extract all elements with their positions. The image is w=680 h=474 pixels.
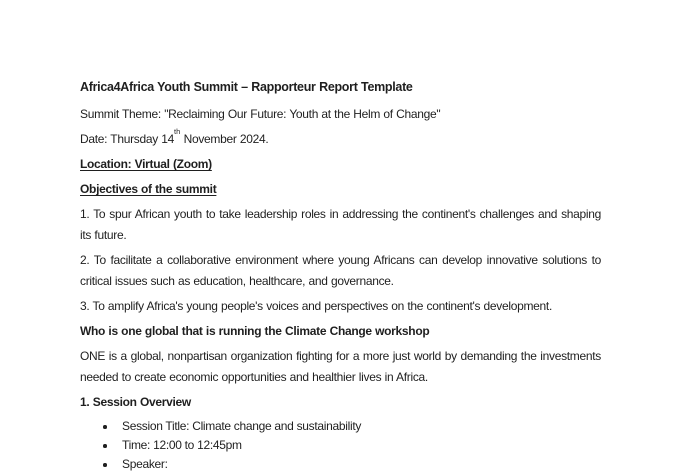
list-item-session-title	[80, 417, 601, 436]
objective-item-1: 1. To spur African youth to take leadership roles in addressing the continent's challenges and shaping its future.	[80, 207, 601, 242]
date-prefix: Date: Thursday 14	[80, 132, 175, 146]
list-item-time	[80, 436, 601, 455]
document-title: Africa4Africa Youth Summit – Rapporteur Report Template	[80, 80, 413, 94]
objectives-heading: Objectives of the summit	[80, 182, 217, 196]
bullet-icon	[103, 425, 107, 429]
date-superscript: th	[174, 127, 181, 136]
who-paragraph: ONE is a global, nonpartisan organization fighting for a more just world by demanding the investments needed to create economic opportunities and healthier lives in Africa.	[80, 349, 601, 384]
list-item-speaker	[80, 455, 601, 474]
date-suffix: November 2024.	[180, 132, 269, 146]
objective-item-3: 3. To amplify Africa's young people's voices and perspectives on the continent's development.	[80, 299, 552, 313]
bullet-icon	[103, 463, 107, 467]
bullet-text-speaker: Speaker:	[122, 457, 168, 471]
bullet-text-time: Time: 12:00 to 12:45pm	[122, 438, 242, 452]
location-heading: Location: Virtual (Zoom)	[80, 157, 212, 171]
bullet-icon	[103, 444, 107, 448]
summit-theme-line: Summit Theme: "Reclaiming Our Future: Youth at the Helm of Change"	[80, 107, 441, 121]
objective-item-2: 2. To facilitate a collaborative environment where young Africans can develop innovative solutions to critical issues such as education, healthcare, and governance.	[80, 253, 601, 288]
date-line	[80, 129, 601, 150]
who-heading: Who is one global that is running the Climate Change workshop	[80, 324, 430, 338]
bullet-text-session-title: Session Title: Climate change and sustainability	[122, 419, 362, 433]
session-bullet-list	[80, 417, 601, 474]
session-overview-heading: 1. Session Overview	[80, 395, 191, 409]
